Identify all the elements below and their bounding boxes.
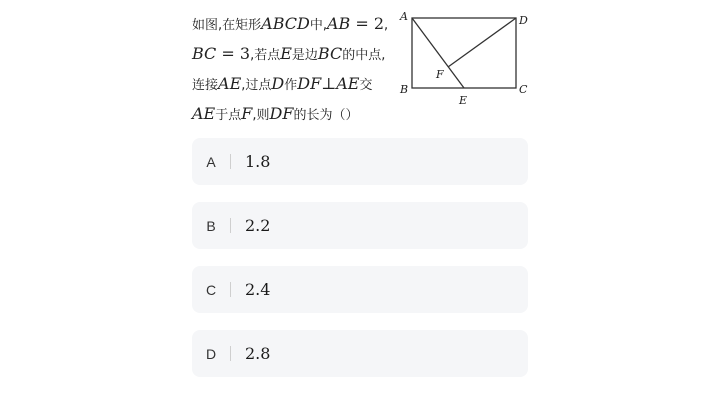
text-segment: 如图,在矩形 xyxy=(192,18,262,33)
question-line-4 xyxy=(192,100,397,130)
options-list xyxy=(192,138,528,394)
text-segment: 交 xyxy=(359,78,373,93)
math-segment: ABCD xyxy=(261,14,310,33)
text-segment: 的长为（） xyxy=(293,108,359,123)
option-divider xyxy=(230,218,231,233)
math-segment: = xyxy=(216,44,240,63)
question-block xyxy=(192,8,544,123)
question-line-3 xyxy=(192,70,397,100)
math-segment: DF xyxy=(269,104,294,123)
option-c[interactable] xyxy=(192,266,528,313)
option-a[interactable] xyxy=(192,138,528,185)
text-segment: , xyxy=(384,18,389,33)
text-segment: ,则 xyxy=(252,108,270,123)
option-divider xyxy=(230,154,231,169)
label-a: A xyxy=(400,10,408,23)
label-f: F xyxy=(436,68,444,81)
math-segment: DF xyxy=(297,74,322,93)
math-segment: 2 xyxy=(373,14,385,33)
text-segment: 中, xyxy=(309,18,327,33)
math-segment: F xyxy=(241,104,253,123)
option-d[interactable] xyxy=(192,330,528,377)
geometry-figure xyxy=(398,10,538,106)
text-segment: 是边 xyxy=(291,48,318,63)
math-segment: ⊥ xyxy=(321,74,337,93)
option-value: 2.4 xyxy=(245,280,271,299)
math-segment: = xyxy=(350,14,374,33)
option-letter: D xyxy=(205,345,217,362)
text-segment: 于点 xyxy=(215,108,242,123)
option-value: 2.8 xyxy=(245,344,271,363)
text-segment: ,若点 xyxy=(250,48,281,63)
question-line-1 xyxy=(192,10,397,40)
math-segment: E xyxy=(280,44,292,63)
math-segment: AE xyxy=(218,74,242,93)
option-letter: C xyxy=(205,281,217,298)
math-segment: BC xyxy=(317,44,343,63)
option-divider xyxy=(230,346,231,361)
math-segment: BC xyxy=(192,44,217,63)
option-value: 2.2 xyxy=(245,216,271,235)
math-segment: AE xyxy=(192,104,216,123)
text-segment: 的中点, xyxy=(342,48,386,63)
label-e: E xyxy=(459,94,468,106)
text-segment: 连接 xyxy=(192,78,219,93)
label-b: B xyxy=(400,83,409,96)
math-segment: D xyxy=(271,74,285,93)
text-segment: ,过点 xyxy=(241,78,272,93)
option-b[interactable] xyxy=(192,202,528,249)
label-d: D xyxy=(519,14,528,27)
math-segment: AB xyxy=(326,14,351,33)
option-value: 1.8 xyxy=(245,152,271,171)
text-segment: 作 xyxy=(284,78,298,93)
math-segment: 3 xyxy=(239,44,251,63)
question-line-2 xyxy=(192,40,397,70)
option-letter: A xyxy=(206,153,216,170)
question-text xyxy=(192,10,397,130)
label-c: C xyxy=(519,83,528,96)
math-segment: AE xyxy=(336,74,360,93)
option-divider xyxy=(230,282,231,297)
option-letter: B xyxy=(206,217,216,234)
segment-df xyxy=(448,18,516,67)
